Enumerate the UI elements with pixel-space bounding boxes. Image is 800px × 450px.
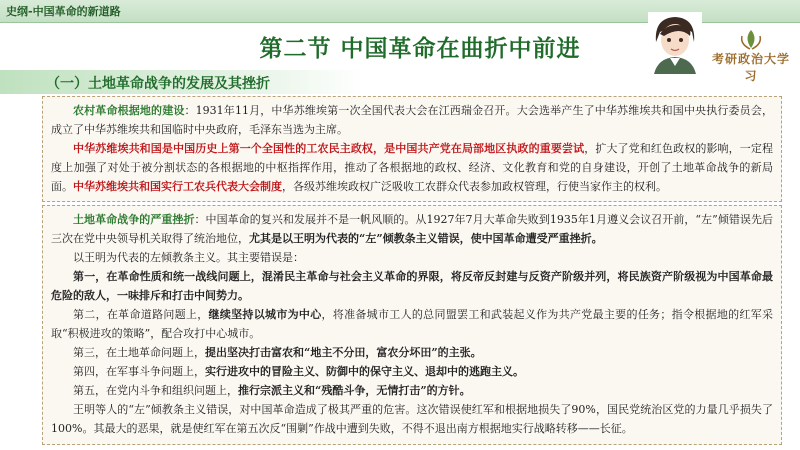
panel2-bold-text: 尤其是以王明为代表的“左”倾教条主义错误，使中国革命遭受严重挫折。 [249, 232, 603, 245]
panel1-end-text: ，各级苏维埃政权广泛吸收工农群众代表参加政权管理，行使当家作主的权利。 [282, 180, 667, 193]
course-label: 史纲-中国革命的新道路 [6, 5, 121, 18]
error-point-2 [51, 305, 773, 343]
logo-mark-icon [706, 28, 796, 52]
panel2-label: 土地革命战争的严重挫折 [73, 213, 195, 226]
panel2-paragraph-2: 以王明为代表的左倾教条主义。其主要错误是： [73, 251, 304, 264]
section-heading [0, 70, 365, 94]
error-point-2-bold: 继续坚持以城市为中心 [208, 308, 322, 321]
error-point-5-lead: 第五，在党内斗争和组织问题上， [73, 384, 238, 397]
avatar [648, 12, 702, 74]
page-title: 第二节 中国革命在曲折中前进 [259, 36, 581, 62]
panel2-text: ：中国革命的复兴和发展并不是一帆风顺的。从1927年7月大革命失败到1935年1月遵义会议召开前，“左”倾错误先后三次在党中央领导机关取得了统治地位， [51, 213, 773, 245]
panel1-label: 农村革命根据地的建设 [73, 104, 185, 117]
logo-text: 考研政治大学习 [711, 52, 790, 83]
rural-base-panel [42, 96, 782, 202]
panel1-text: ：1931年11月，中华苏维埃第一次全国代表大会在江西瑞金召开。大会选举产生了中华苏维埃共和国中央执行委员会，成立了中华苏维埃共和国临时中央政府，毛泽东当选为主席。 [51, 104, 773, 136]
panel1-mid-text: ，扩大了党和红色政权的影响，一定程度上加强了对处于被分割状态的各根据地的中枢指挥作用，推动了各根据地的政权、经济、文化教育和党的自身建设，开创了土地革命战争的新局面。 [51, 142, 774, 193]
panel1-paragraph-1 [51, 101, 773, 139]
error-point-3-bold: 提出坚决打击富农和“地主不分田，富农分坏田”的主张。 [205, 346, 482, 359]
error-point-5-bold: 推行宗派主义和“残酷斗争，无情打击”的方针。 [238, 384, 471, 397]
error-point-3-lead: 第三，在土地革命问题上， [73, 346, 205, 359]
panel2-conclusion: 王明等人的“左”倾教条主义错误，对中国革命造成了极其严重的危害。这次错误使红军和根据地损失了90%，国民党统治区党的力量几乎损失了100%。其最大的恶果，就是使红军在第五次反“围剿”作战中遭到失败，不得不退出南方根据地实行战略转移——长征。 [51, 403, 773, 435]
error-point-2-rest: ，将准备城市工人的总同盟罢工和武装起义作为共产党最主要的任务；指令根据地的红军采取“积极进攻的策略”，配合攻打中心城市。 [51, 308, 774, 340]
error-point-2-lead: 第二，在革命道路问题上， [73, 308, 209, 321]
section-heading-text: （一）土地革命战争的发展及其挫折 [46, 76, 270, 92]
panel1-red-highlight-1: 中华苏维埃共和国是中国历史上第一个全国性的工农民主政权，是中国共产党在局部地区执政的重要尝试 [73, 142, 585, 155]
panel2-paragraph-1 [51, 210, 773, 248]
panel1-paragraph-2 [51, 139, 773, 196]
error-point-5 [51, 381, 773, 400]
error-point-4-lead: 第四，在军事斗争问题上， [73, 365, 205, 378]
setback-panel [42, 205, 782, 445]
error-point-3 [51, 343, 773, 362]
error-point-4 [51, 362, 773, 381]
brand-logo [706, 28, 796, 83]
error-point-4-bold: 实行进攻中的冒险主义、防御中的保守主义、退却中的逃跑主义。 [205, 365, 524, 378]
panel1-red-highlight-2: 中华苏维埃共和国实行工农兵代表大会制度 [73, 180, 282, 193]
error-point-1: 第一，在革命性质和统一战线问题上，混淆民主革命与社会主义革命的界限，将反帝反封建与反资产阶级并列，将民族资产阶级视为中国革命最危险的敌人，一味排斥和打击中间势力。 [51, 270, 773, 302]
